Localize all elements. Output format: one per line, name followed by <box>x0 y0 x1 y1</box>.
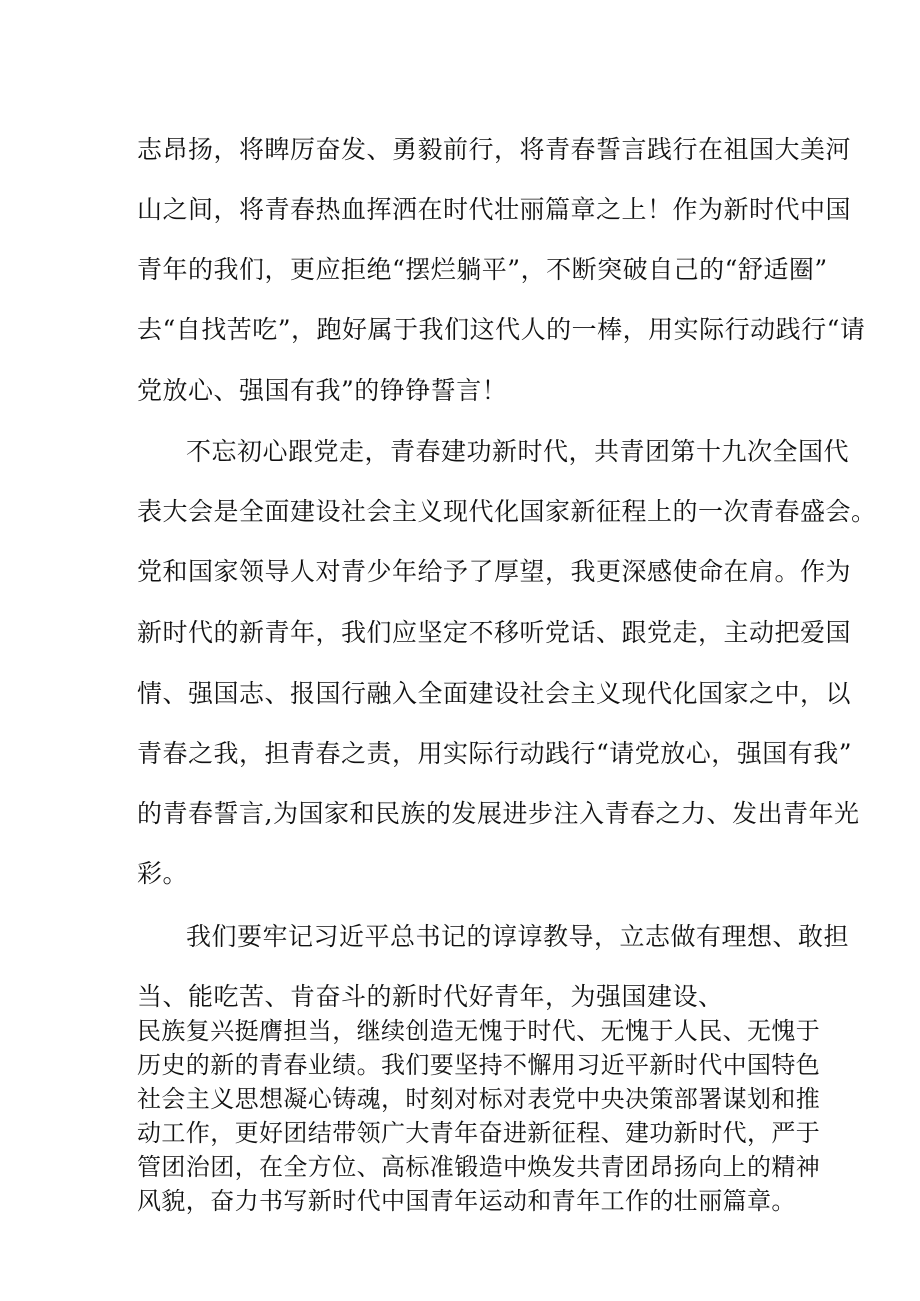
text-line-1: 志昂扬，将睥厉奋发、勇毅前行，将青春誓言践行在祖国大美河 <box>137 135 852 164</box>
text-line-10: 情、强国志、报国行融入全面建设社会主义现代化国家之中，以 <box>137 679 852 708</box>
text-line-3: 青年的我们，更应拒绝“摆烂躺平”，不断突破自己的“舒适圈” <box>137 255 828 284</box>
text-line-6: 不忘初心跟党走，青春建功新时代，共青团第十九次全国代 <box>186 437 850 466</box>
text-line-18: 社会主义思想凝心铸魂，时刻对标对表党中央决策部署谋划和推 <box>137 1085 821 1113</box>
text-line-16: 民族复兴挺膺担当，继续创造无愧于时代、无愧于人民、无愧于 <box>137 1017 821 1045</box>
text-line-11: 青春之我，担青春之责，用实际行动践行“请党放心，强国有我” <box>137 739 853 768</box>
text-line-14: 我们要牢记习近平总书记的谆谆教导，立志做有理想、敢担 <box>186 922 850 951</box>
text-line-12: 的青春誓言,为国家和民族的发展进步注入青春之力、发出青年光 <box>137 799 860 828</box>
text-line-7: 表大会是全面建设社会主义现代化国家新征程上的一次青春盛会。 <box>137 497 877 526</box>
text-line-19: 动工作，更好团结带领广大青年奋进新征程、建功新时代，严于 <box>137 1119 821 1147</box>
text-line-4: 去“自找苦吃”，跑好属于我们这代人的一棒，用实际行动践行“请 <box>137 315 866 344</box>
text-line-20: 管团治团，在全方位、高标准锻造中焕发共青团昂扬向上的精神 <box>137 1153 821 1181</box>
text-line-17: 历史的新的青春业绩。我们要坚持不懈用习近平新时代中国特色 <box>137 1051 821 1079</box>
text-line-8: 党和国家领导人对青少年给予了厚望，我更深感使命在肩。作为 <box>137 557 852 586</box>
text-line-21: 风貌，奋力书写新时代中国青年运动和青年工作的壮丽篇章。 <box>137 1187 796 1215</box>
text-line-5: 党放心、强国有我”的铮铮誓言！ <box>137 376 508 405</box>
text-line-13: 彩。 <box>137 859 189 888</box>
text-line-2: 山之间，将青春热血挥洒在时代壮丽篇章之上！作为新时代中国 <box>137 195 852 224</box>
text-line-15: 当、能吃苦、肯奋斗的新时代好青年，为强国建设、 <box>137 982 724 1011</box>
text-line-9: 新时代的新青年，我们应坚定不移听党话、跟党走，主动把爱国 <box>137 618 852 647</box>
